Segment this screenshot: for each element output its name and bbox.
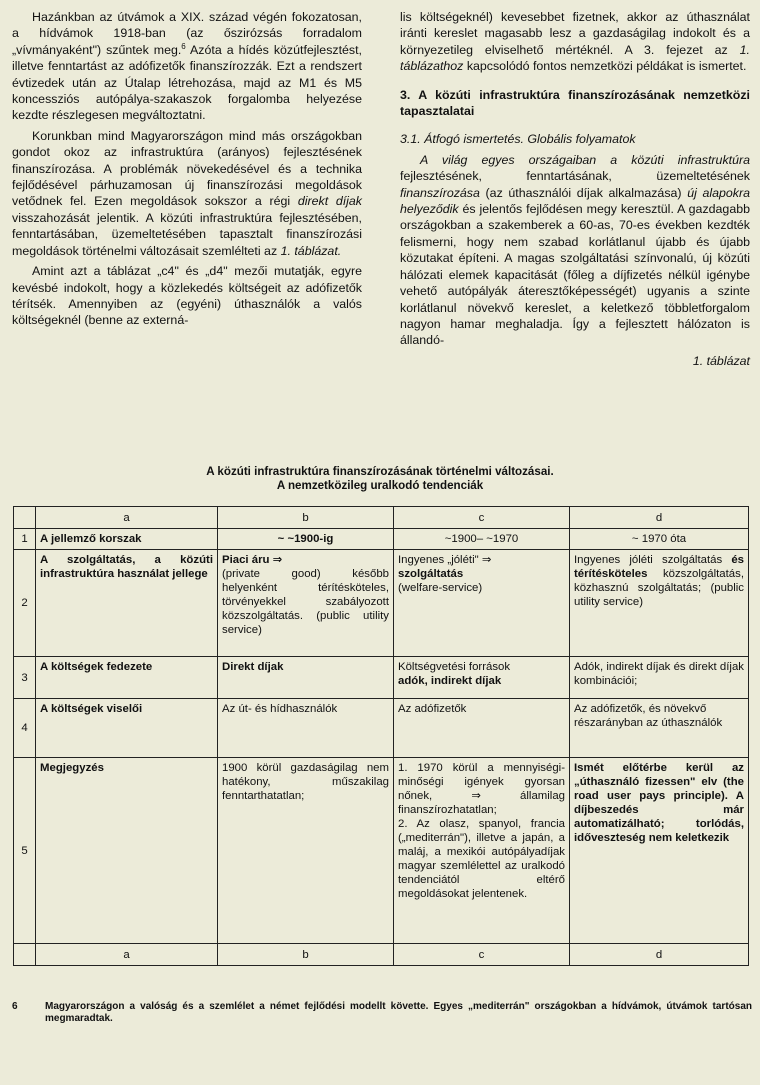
table-footer-row bbox=[14, 944, 749, 966]
header-corner bbox=[14, 507, 36, 529]
emphasis: A világ egyes országaiban a közúti infrastruktúra bbox=[420, 152, 750, 167]
footnote bbox=[12, 1001, 752, 1025]
table-cell: Az út- és hídhasználók bbox=[218, 699, 394, 758]
paragraph bbox=[400, 152, 750, 349]
text-run: kapcsolódó fontos nemzetközi példákat is ismertet. bbox=[463, 59, 747, 74]
row-number: 2 bbox=[14, 550, 36, 657]
cell-text: 1. 1970 körül a mennyiségi-minőségi igények gyorsan nőnek, ⇒ államilag finanszírozhatatlan; bbox=[398, 762, 565, 816]
caption-line-1: A közúti infrastruktúra finanszírozásának történelmi változásai. bbox=[206, 465, 554, 478]
footer-corner bbox=[14, 944, 36, 966]
column-footer: b bbox=[218, 944, 394, 966]
cell-text: Költségvetési források bbox=[398, 661, 511, 673]
table-caption bbox=[0, 465, 760, 493]
emphasis: új alapokra helyeződik bbox=[400, 185, 751, 217]
footnote-number: 6 bbox=[12, 1001, 18, 1012]
row-label: A költségek viselői bbox=[36, 699, 218, 758]
text-run: (az úthasználói díjak alkalmazása) bbox=[479, 185, 688, 200]
cell-text: (welfare-service) bbox=[398, 582, 483, 594]
section-heading: 3. A közúti infrastruktúra finanszírozásának nemzetközi tapasztalatai bbox=[400, 87, 750, 119]
table-label-row bbox=[400, 353, 750, 369]
table-row bbox=[14, 529, 749, 550]
row-number: 4 bbox=[14, 699, 36, 758]
column-header: c bbox=[394, 507, 570, 529]
right-text-column bbox=[400, 9, 750, 369]
column-footer: c bbox=[394, 944, 570, 966]
column-footer: d bbox=[570, 944, 749, 966]
row-number: 5 bbox=[14, 758, 36, 944]
table-cell: 1900 körül gazdaságilag nem hatékony, műszakilag fenntarthatatlan; bbox=[218, 758, 394, 944]
cell-bold-text: Piaci áru ⇒ bbox=[222, 554, 283, 566]
table-cell bbox=[570, 550, 749, 657]
financing-history-table bbox=[13, 506, 749, 966]
table-cell: Az adófizetők bbox=[394, 699, 570, 758]
cell-text: Ingyenes „jóléti" ⇒ bbox=[398, 554, 492, 566]
footnote-text: Magyarországon a valóság és a szemlélet a német fejlődési modellt követte. Egyes „mediterrán" országokban a hídvámok, útvámok tartósan megmaradtak. bbox=[45, 1001, 752, 1024]
table-cell: Az adófizetők, és növekvő részarányban az úthasználók bbox=[570, 699, 749, 758]
row-label: A szolgáltatás, a közúti infrastruktúra használat jellege bbox=[36, 550, 218, 657]
table-label: 1. táblázat bbox=[692, 353, 750, 368]
table-cell: Adók, indirekt díjak és direkt díjak kombinációi; bbox=[570, 657, 749, 699]
cell-bold-text: és térítésköteles bbox=[574, 554, 744, 580]
column-header: a bbox=[36, 507, 218, 529]
cell-text: Ingyenes jóléti szolgáltatás bbox=[574, 554, 732, 566]
column-header: b bbox=[218, 507, 394, 529]
emphasis: finanszírozása bbox=[400, 185, 480, 200]
paragraph: Amint azt a táblázat „c4" és „d4" mezői mutatják, egyre kevésbé indokolt, hogy a közlekedés költségeit az adófizetők térítsék. Amennyiben az (egyéni) úthasználók a valós költségeknél (benne az externá- bbox=[12, 264, 362, 328]
table-cell: Direkt díjak bbox=[218, 657, 394, 699]
text-run: lis költségeknél) kevesebbet fizetnek, akkor az úthasználat iránti kereslet magasabb lesz a gazdaságilag indokolt és a környezetileg elviselhető mértéknél. A 3. fejezet az bbox=[400, 10, 750, 57]
table-reference-link[interactable]: 1. táblázat. bbox=[280, 243, 342, 258]
text-run: fejlesztésének, fenntartásának, üzemeltetésének bbox=[400, 169, 750, 184]
cell-text: (private good) később helyenként térítésköteles, törvényekkel szabályozott közszolgáltatás. (public utility service) bbox=[222, 568, 389, 636]
text-run: Korunkban mind Magyarországon mind más országokban gondot okoz az infrastruktúra (arányos) fejlesztésének finanszírozása. A problémák növekedésével és a technika fejlődésével párhuzamosan új finanszírozási megoldások vetődnek fel. Ezen megoldások sokszor a régi bbox=[12, 128, 362, 209]
paragraph bbox=[12, 128, 362, 259]
table-cell: Ismét előtérbe kerül az „úthasználó fizessen" elv (the road user pays principle). A díjbeszedés már automatizálható; torlódás, időveszteség nem keletkezik bbox=[570, 758, 749, 944]
row-label: Megjegyzés bbox=[36, 758, 218, 944]
table-cell: ~ ~1900-ig bbox=[218, 529, 394, 550]
row-label: A jellemző korszak bbox=[36, 529, 218, 550]
table-cell bbox=[394, 657, 570, 699]
table-cell bbox=[394, 550, 570, 657]
table-row bbox=[14, 550, 749, 657]
table-cell: ~ 1970 óta bbox=[570, 529, 749, 550]
row-label: A költségek fedezete bbox=[36, 657, 218, 699]
table-reference-link[interactable]: 1. táblázathoz bbox=[400, 42, 750, 74]
table-header-row bbox=[14, 507, 749, 529]
table-cell: ~1900– ~1970 bbox=[394, 529, 570, 550]
text-run: Hazánkban az útvámok a XIX. század végén fokozatosan, a hídvámok 1918-ban (az őszirózsás forradalom „vívmányaként") szűntek meg. bbox=[12, 10, 362, 57]
cell-bold-text: adók, indirekt díjak bbox=[398, 675, 502, 687]
column-header: d bbox=[570, 507, 749, 529]
text-run: és jelentős fejlődésen megy keresztül. A gazdagabb országokban a szakemberek a 60-as, 70-es években kezdték felismerni, hogy nem szabad korlátlanul újabb és újabb közutakat építeni. A magas szolgáltatási színvonalú, új közúti hálózati elemek kapacitását (főleg a díjfizetés nélkül igénybe vehető autópályák áteresztőképességét) ugyanis a szinte korlátlanul növekvő kereslet, a keletkező többletforgalom nagyon hamar meghaladja. Így a fejlesztett hálózaton is állandó- bbox=[400, 202, 750, 348]
row-number: 3 bbox=[14, 657, 36, 699]
table-row bbox=[14, 699, 749, 758]
table-row bbox=[14, 657, 749, 699]
paragraph bbox=[400, 9, 750, 75]
column-footer: a bbox=[36, 944, 218, 966]
emphasis: direkt díjak bbox=[297, 194, 362, 209]
table-cell bbox=[394, 758, 570, 944]
table-cell bbox=[218, 550, 394, 657]
paragraph bbox=[12, 9, 362, 124]
table-row bbox=[14, 758, 749, 944]
cell-text: 2. Az olasz, spanyol, francia („mediterrán"), illetve a japán, a maláj, a mexikói autópályadíjak magyar szemlélettel az uralkodó tendenciától eltérő megoldásokat jelentenek. bbox=[398, 818, 565, 900]
text-run: visszahozását jelentik. A közúti infrastruktúra fejlesztésében, fenntartásában, üzemeltetésében tapasztalt finanszírozási megoldások történelmi változásait szemlélteti az bbox=[12, 210, 362, 258]
left-text-column bbox=[12, 9, 362, 329]
footnote-marker[interactable]: 6 bbox=[181, 41, 186, 51]
row-number: 1 bbox=[14, 529, 36, 550]
text-run: Azóta a hídés közútfejlesztést, illetve fenntartást az adófizetők finanszírozzák. Ezt a rendszert évtizedek után az Útalap létrehozása, majd az M1 és M5 koncessziós autópálya-szakaszok forgalomba helyezése kezdte részlegesen megváltoztatni. bbox=[12, 42, 362, 123]
cell-text: közszolgáltatás, közhasznú szolgáltatás; (public utility service) bbox=[574, 568, 744, 608]
caption-line-2: A nemzetközileg uralkodó tendenciák bbox=[276, 479, 484, 492]
subsection-heading: 3.1. Átfogó ismertetés. Globális folyamatok bbox=[400, 132, 636, 147]
cell-bold-text: szolgáltatás bbox=[398, 568, 464, 580]
